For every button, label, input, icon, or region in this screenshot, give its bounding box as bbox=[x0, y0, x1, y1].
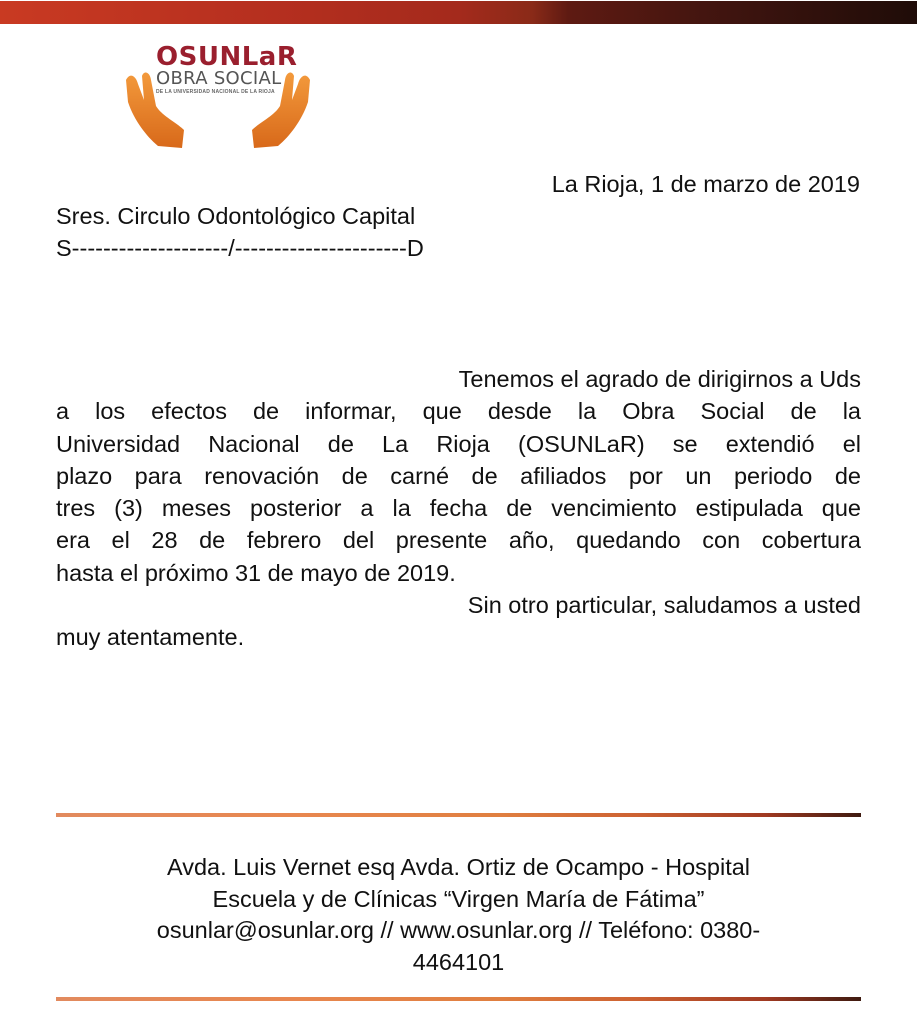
closing-line: muy atentamente. bbox=[56, 624, 245, 651]
footer-phone-line: 4464101 bbox=[412, 948, 505, 975]
body-line: Tenemos el agrado de dirigirnos a Uds bbox=[458, 366, 861, 392]
footer-address-line: Escuela y de Clínicas “Virgen María de Fátima” bbox=[212, 885, 705, 912]
footer-address-line: Avda. Luis Vernet esq Avda. Ortiz de Ocampo - Hospital bbox=[166, 854, 751, 880]
letter-addressee: Sres. Circulo Odontológico Capital bbox=[56, 203, 416, 229]
body-line: Universidad Nacional de La Rioja (OSUNLaR) se extendió el bbox=[56, 430, 861, 457]
footer-divider-top bbox=[56, 813, 861, 817]
logo-subtitle: OBRA SOCIAL bbox=[156, 68, 282, 89]
body-line: hasta el próximo 31 de mayo de 2019. bbox=[56, 559, 456, 586]
letter-date: La Rioja, 1 de marzo de 2019 bbox=[551, 171, 860, 197]
body-line: plazo para renovación de carné de afiliados por un periodo de bbox=[56, 462, 861, 489]
logo-title: OSUNLaR bbox=[156, 42, 298, 72]
footer-contact-line: osunlar@osunlar.org // www.osunlar.org // Teléfono: 0380- bbox=[156, 917, 761, 943]
body-line: tres (3) meses posterior a la fecha de vencimiento estipulada que bbox=[56, 495, 861, 522]
letter-body bbox=[56, 363, 861, 654]
body-line: era el 28 de febrero del presente año, quedando con cobertura bbox=[56, 527, 861, 554]
header-gradient-bar bbox=[0, 1, 917, 24]
osunlar-logo bbox=[118, 40, 318, 152]
letter-salutation-line: S--------------------/----------------------D bbox=[56, 235, 424, 261]
body-line: a los efectos de informar, que desde la Obra Social de la bbox=[56, 398, 861, 425]
footer-contact bbox=[40, 852, 877, 978]
logo-tagline: DE LA UNIVERSIDAD NACIONAL DE LA RIOJA bbox=[156, 89, 275, 95]
footer-divider-bottom bbox=[56, 997, 861, 1001]
closing-line: Sin otro particular, saludamos a usted bbox=[467, 592, 861, 619]
